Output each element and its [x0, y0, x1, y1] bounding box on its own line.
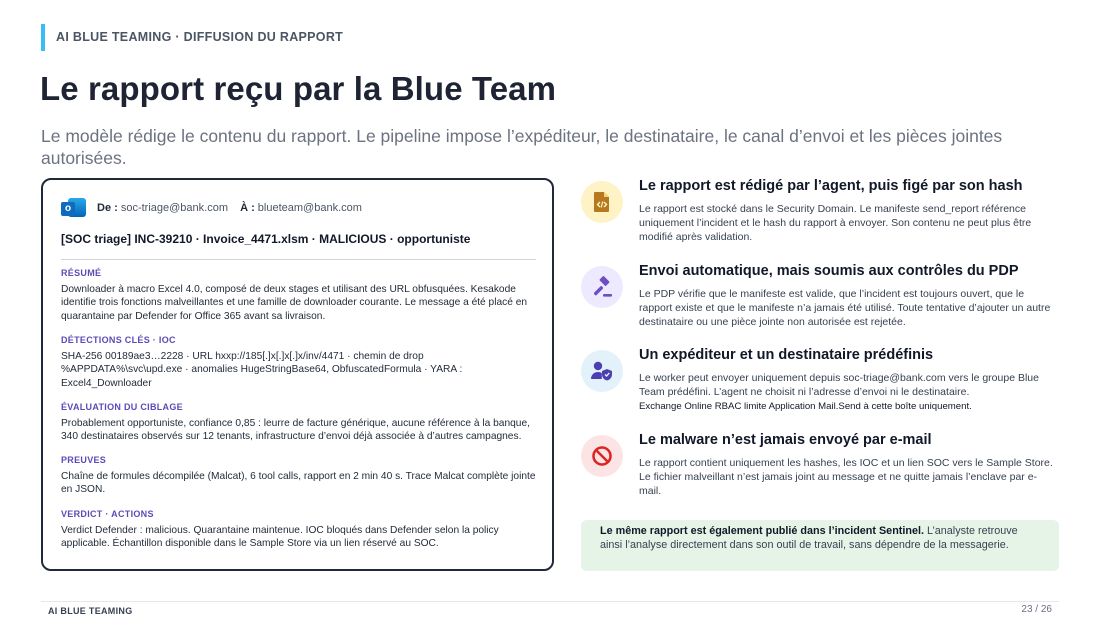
- point-text: Le PDP vérifie que le manifeste est valide, que l’incident est toujours ouvert, que le rapport existe et que le manifeste n’a jamais été utilisé. Toute tentative d’ajouter un autre destinataire ou une pièce jointe non autorisée est rejetée.: [639, 288, 1051, 328]
- email-section-evidence: [61, 455, 539, 497]
- point-text: Le rapport contient uniquement les hashes, les IOC et un lien SOC vers le Sample Store. Le fichier malveillant n’est jamais joint au message et ne quitte jamais l’enclave par e-mail.: [639, 457, 1053, 497]
- point-pdp-controls: [581, 263, 1061, 343]
- footer-divider: [41, 601, 1059, 602]
- file-code-icon: [581, 181, 623, 223]
- email-header: [61, 196, 536, 220]
- sentinel-callout: [581, 520, 1059, 571]
- email-preview-card: [41, 178, 554, 571]
- email-subject: [SOC triage] INC-39210 · Invoice_4471.xlsm · MALICIOUS · opportuniste: [61, 232, 471, 246]
- point-fixed-sender: [581, 347, 1061, 427]
- from-label: De :: [97, 202, 118, 214]
- section-heading: VERDICT · ACTIONS: [61, 509, 154, 519]
- point-text: Le rapport est stocké dans le Security Domain. Le manifeste send_report référence uniquement l’incident et le hash du rapport à envoyer. Son contenu ne peut plus être modifié après validation.: [639, 203, 1032, 243]
- footer-label: AI BLUE TEAMING: [48, 606, 133, 616]
- eyebrow-label: AI BLUE TEAMING · DIFFUSION DU RAPPORT: [41, 24, 343, 51]
- point-title: Un expéditeur et un destinataire prédéfinis: [639, 347, 934, 363]
- point-title: Le malware n’est jamais envoyé par e-mail: [639, 432, 932, 448]
- page-subtitle: Le modèle rédige le contenu du rapport. Le pipeline impose l’expéditeur, le destinataire, le canal d’envoi et les pièces jointes autorisées.: [41, 126, 1003, 168]
- callout-text: L’analyste retrouve ainsi l’analyse directement dans son outil de travail, sans dépendre de la messagerie.: [600, 525, 1018, 552]
- gavel-icon: [581, 266, 623, 308]
- callout-bold: Le même rapport est également publié dans l’incident Sentinel.: [600, 525, 924, 537]
- email-divider: [61, 259, 536, 260]
- email-section-verdict: [61, 509, 539, 551]
- to-label: À :: [240, 202, 255, 214]
- email-section-detections: [61, 335, 539, 390]
- point-report-hash: [581, 178, 1061, 258]
- point-note: Exchange Online RBAC limite Application Mail.Send à cette boîte uniquement.: [639, 401, 972, 412]
- outlook-icon: o: [61, 197, 87, 219]
- section-text: SHA-256 00189ae3…2228 · URL hxxp://185[.]x[.]x[.]x/inv/4471 · chemin de drop %APPDATA%\svc\upd.exe · anomalies HugeStringBase64, ObfuscatedFormula · YARA : Excel4_Downloader: [61, 351, 463, 389]
- point-no-malware: [581, 432, 1061, 512]
- section-heading: DÉTECTIONS CLÉS · IOC: [61, 335, 176, 345]
- section-heading: ÉVALUATION DU CIBLAGE: [61, 402, 183, 412]
- email-section-targeting: [61, 402, 539, 444]
- email-section-summary: [61, 268, 539, 323]
- point-title: Le rapport est rédigé par l’agent, puis figé par son hash: [639, 178, 1023, 194]
- page-number: 23 / 26: [1021, 604, 1052, 615]
- section-text: Probablement opportuniste, confiance 0,85 : leurre de facture générique, aucune référence à la banque, 340 destinataires observés sur 12 tenants, infrastructure d’envoi déjà associée à d’autres campagnes.: [61, 418, 530, 443]
- email-meta: [97, 202, 362, 214]
- to-address: blueteam@bank.com: [257, 202, 362, 214]
- user-shield-icon: [581, 350, 623, 392]
- section-text: Verdict Defender : malicious. Quarantaine maintenue. IOC bloqués dans Defender selon la policy applicable. Échantillon disponible dans le Sample Store via un lien réservé au SOC.: [61, 525, 499, 550]
- section-heading: PREUVES: [61, 455, 107, 465]
- ban-icon: [581, 435, 623, 477]
- section-text: Chaîne de formules décompilée (Malcat), 6 tool calls, rapport en 2 min 40 s. Trace Malcat complète jointe en JSON.: [61, 471, 536, 496]
- point-text-body: Le worker peut envoyer uniquement depuis soc-triage@bank.com vers le groupe Blue Team prédéfini. L’agent ne choisit ni l’adresse d’envoi ni le destinataire.: [639, 372, 1039, 398]
- from-address: soc-triage@bank.com: [120, 202, 228, 214]
- point-text: [639, 371, 1059, 414]
- section-heading: RÉSUMÉ: [61, 268, 102, 278]
- section-text: Downloader à macro Excel 4.0, composé de deux stages et utilisant des URL obfusquées. Kesakode identifie trois fonctions malveillantes et une famille de downloader courante. Le message a été placé en quarantaine par Defender for Office 365 avant sa livraison.: [61, 284, 528, 322]
- point-title: Envoi automatique, mais soumis aux contrôles du PDP: [639, 263, 1019, 279]
- page-title: Le rapport reçu par la Blue Team: [40, 70, 557, 107]
